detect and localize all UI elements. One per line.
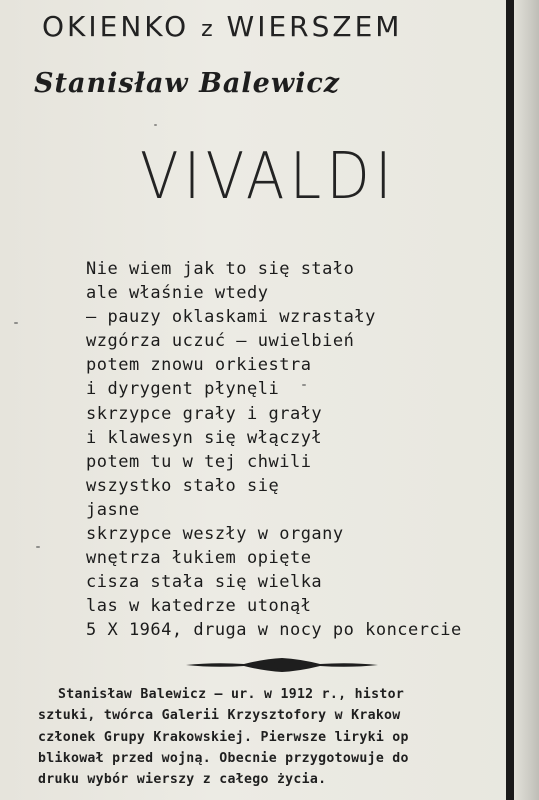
poem-line: las w katedrze utonął <box>86 596 312 617</box>
page-binding-edge <box>506 0 514 800</box>
poem-line: i klawesyn się włączył <box>86 427 323 448</box>
print-speck <box>36 546 40 548</box>
section-heading <box>42 10 402 43</box>
poem-line: potem znowu orkiestra <box>86 355 312 376</box>
poem-line: skrzypce weszły w organy <box>86 524 344 545</box>
poem-line: skrzypce grały i grały <box>86 403 323 424</box>
heading-word-wierszem: WIERSZEM <box>226 10 403 43</box>
poem-line: potem tu w tej chwili <box>86 451 312 472</box>
poem-line: wnętrza łukiem opięte <box>86 548 312 569</box>
poem-line: ale właśnie wtedy <box>86 283 269 304</box>
heading-word-okienko: OKIENKO <box>42 10 190 43</box>
poem-body <box>86 257 462 643</box>
author-name: Stanisław Balewicz <box>34 68 341 99</box>
ornamental-divider <box>184 656 380 674</box>
poem-date-line: 5 X 1964, druga w nocy po koncercie <box>86 620 462 641</box>
bio-line: sztuki, twórca Galerii Krzysztofory w Krakow <box>38 708 401 724</box>
print-speck <box>154 124 157 126</box>
print-speck <box>14 322 18 324</box>
poem-line: wzgórza uczuć — uwielbień <box>86 331 355 352</box>
author-bio <box>38 684 514 790</box>
poem-line: i dyrygent płynęli <box>86 379 280 400</box>
poem-line: — pauzy oklaskami wzrastały <box>86 307 376 328</box>
heading-word-z: z <box>201 17 215 42</box>
poem-line: Nie wiem jak to się stało <box>86 259 355 279</box>
poem-title: VIVALDI <box>140 140 397 214</box>
bio-line: członek Grupy Krakowskiej. Pierwsze liryki op <box>38 729 409 745</box>
poem-line: cisza stała się wielka <box>86 572 323 593</box>
bio-line: blikował przed wojną. Obecnie przygotowuje do <box>38 750 409 766</box>
poem-line: wszystko stało się <box>86 475 280 496</box>
print-speck <box>302 384 306 386</box>
poem-line: jasne <box>86 499 140 520</box>
bio-line: Stanisław Balewicz — ur. w 1912 r., histor <box>58 687 405 702</box>
bio-line: druku wybór wierszy z całego życia. <box>38 772 327 788</box>
